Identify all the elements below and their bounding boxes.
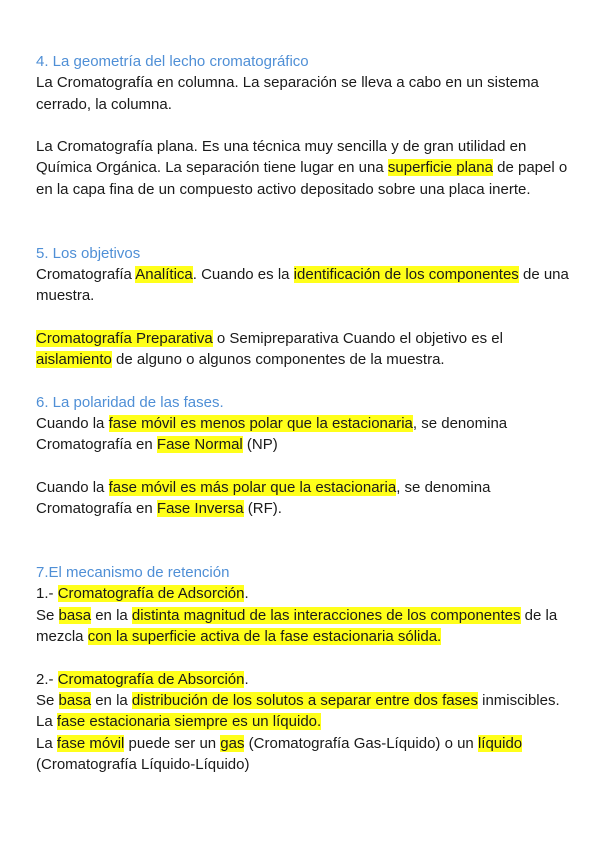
text-run: La Cromatografía plana. Es una técnica muy sencilla y de gran utilidad en Química Orgánica. La separación tiene lugar en una [36,138,527,177]
highlight: gas [220,734,245,752]
text-run: , se denomina Cromatografía en [36,478,491,518]
text-run: de una muestra. [36,265,569,305]
section-7-item-1-body [36,605,576,648]
highlight: distribución de los solutos a separar entre dos fases [131,691,478,709]
text-run: Cromatografía [36,265,136,283]
text-run: Se [36,691,59,709]
highlight: fase móvil es más polar que la estacionaria [108,478,397,496]
highlight: Fase Inversa [156,500,244,518]
section-5-heading: 5. Los objetivos [36,244,141,262]
text-run: 1.- [36,585,58,603]
highlight: fase móvil [56,734,125,752]
text-run: (NP) [242,436,278,454]
section-7-item-2-title [36,669,576,690]
text-run: de alguno o algunos componentes de la muestra. [111,351,445,369]
section-7-item-2-body [36,690,576,733]
text-run: o Semipreparativa Cuando el objetivo es el [212,329,503,347]
text-run: Cuando la [36,478,109,496]
section-6-heading: 6. La polaridad de las fases. [36,393,224,411]
highlight: Cromatografía Preparativa [36,329,213,347]
text-run: La [36,734,57,752]
section-7-item-1-title [36,583,576,604]
highlight: basa [58,691,92,709]
text-run: Cuando la [36,415,109,433]
section-4-paragraph-1: La Cromatografía en columna. La separación se lleva a cabo en un sistema cerrado, la columna. [36,74,539,113]
highlight: Fase Normal [156,436,243,454]
text-run: de la mezcla [36,606,558,646]
text-run: (Cromatografía Gas-Líquido) o un [244,734,478,752]
highlight: Analítica [135,265,193,283]
highlight: aislamiento [36,351,112,369]
section-5-paragraph-2 [36,328,576,371]
section-5-paragraph-1 [36,264,576,307]
highlight: fase estacionaria siempre es un líquido. [56,713,322,731]
text-run: . [244,585,249,603]
section-7-heading: 7.El mecanismo de retención [36,564,230,582]
section-6-paragraph-1 [36,413,576,456]
text-run: (RF). [243,500,282,518]
section-4-paragraph-2 [36,136,576,200]
text-run: Se [36,606,59,624]
text-run: . [244,670,249,688]
document-page [36,51,576,775]
highlight: líquido [477,734,523,752]
highlight: fase móvil es menos polar que la estacionaria [108,415,413,433]
text-run: en la [91,606,132,624]
text-run: inmiscibles. La [36,691,560,731]
highlight: superficie plana [387,159,493,177]
highlight: con la superficie activa de la fase estacionaria sólida. [87,628,442,646]
section-4-heading: 4. La geometría del lecho cromatográfico [36,53,309,70]
section-7-item-2-phases [36,733,576,776]
text-run: puede ser un [124,734,221,752]
highlight: Cromatografía de Adsorción [57,585,245,603]
highlight: basa [58,606,92,624]
text-run: (Cromatografía Líquido-Líquido) [36,755,250,773]
section-6-paragraph-2 [36,477,576,520]
text-run: . Cuando es la [192,265,294,283]
text-run: en la [91,691,132,709]
highlight: identificación de los componentes [293,265,519,283]
highlight: Cromatografía de Absorción [57,670,245,688]
text-run: 2.- [36,670,58,688]
text-run: de papel o en la capa fina de un compuesto activo depositado sobre una placa inerte. [36,159,568,198]
highlight: distinta magnitud de las interacciones de los componentes [131,606,521,624]
text-run: , se denomina Cromatografía en [36,415,508,454]
